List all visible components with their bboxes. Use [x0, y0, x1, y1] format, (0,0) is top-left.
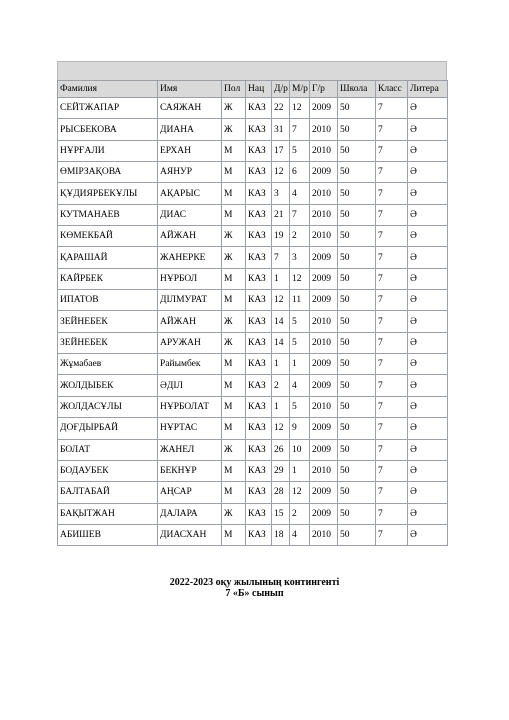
table-row — [58, 418, 448, 439]
table-cell: 50 — [338, 162, 376, 183]
table-cell: БОЛАТ — [58, 439, 158, 460]
table-cell: М — [222, 140, 246, 161]
table-cell: 2009 — [310, 268, 338, 289]
table-cell: М — [222, 482, 246, 503]
table-cell: АЙЖАН — [158, 226, 222, 247]
caption-class: 7 «Б» сынып — [225, 588, 284, 599]
table-cell: АБИШЕВ — [58, 524, 158, 545]
table-cell: 15 — [272, 503, 290, 524]
table-cell: КАЗ — [246, 332, 272, 353]
table-row — [58, 119, 448, 140]
table-cell: 7 — [376, 354, 408, 375]
table-cell: 7 — [376, 226, 408, 247]
table-cell: КАЗ — [246, 247, 272, 268]
table-cell: М — [222, 183, 246, 204]
table-cell: М — [222, 290, 246, 311]
table-cell: 5 — [290, 311, 310, 332]
table-cell: 2009 — [310, 98, 338, 119]
table-cell: 5 — [290, 140, 310, 161]
table-cell: 1 — [290, 354, 310, 375]
table-cell: М — [222, 354, 246, 375]
table-cell: 2 — [290, 226, 310, 247]
table-cell: Райымбек — [158, 354, 222, 375]
table-cell: 6 — [290, 162, 310, 183]
table-cell: 2009 — [310, 418, 338, 439]
table-cell: 10 — [290, 439, 310, 460]
table-cell: 9 — [290, 418, 310, 439]
table-cell: 2010 — [310, 183, 338, 204]
table-cell: ДИАСХАН — [158, 524, 222, 545]
table-cell: 7 — [376, 183, 408, 204]
table-cell: КАЗ — [246, 396, 272, 417]
table-cell: 31 — [272, 119, 290, 140]
table-cell: КУТМАНАЕВ — [58, 204, 158, 225]
table-cell: Ж — [222, 247, 246, 268]
table-cell: ЗЕЙНЕБЕК — [58, 332, 158, 353]
table-cell: 50 — [338, 375, 376, 396]
table-cell: 3 — [290, 247, 310, 268]
table-cell: Ә — [408, 460, 448, 481]
table-row — [58, 204, 448, 225]
column-header: Школа — [338, 81, 376, 98]
table-cell: 5 — [290, 396, 310, 417]
table-cell: Ә — [408, 375, 448, 396]
table-cell: 1 — [272, 268, 290, 289]
table-row — [58, 183, 448, 204]
table-cell: КАЗ — [246, 503, 272, 524]
document-caption — [0, 577, 509, 599]
column-header: Фамилия — [58, 81, 158, 98]
table-top-bar — [57, 61, 447, 80]
table-cell: М — [222, 524, 246, 545]
table-cell: 50 — [338, 503, 376, 524]
table-cell: 26 — [272, 439, 290, 460]
table-row — [58, 247, 448, 268]
table-cell: Ж — [222, 98, 246, 119]
table-cell: 1 — [272, 354, 290, 375]
table-cell: 7 — [376, 140, 408, 161]
table-row — [58, 482, 448, 503]
table-cell: 7 — [376, 418, 408, 439]
table-cell: 7 — [290, 119, 310, 140]
table-cell: 50 — [338, 460, 376, 481]
table-cell: 7 — [376, 311, 408, 332]
table-cell: Ә — [408, 524, 448, 545]
table-row — [58, 332, 448, 353]
table-cell: 22 — [272, 98, 290, 119]
table-cell: КӨМЕКБАЙ — [58, 226, 158, 247]
table-cell: 14 — [272, 311, 290, 332]
table-cell: М — [222, 268, 246, 289]
table-cell: 7 — [376, 396, 408, 417]
student-contingent-table — [57, 80, 448, 546]
table-cell: АЯНУР — [158, 162, 222, 183]
table-cell: 2009 — [310, 375, 338, 396]
table-cell: 5 — [290, 332, 310, 353]
table-row — [58, 375, 448, 396]
table-cell: 19 — [272, 226, 290, 247]
table-cell: 2010 — [310, 524, 338, 545]
table-cell: ӘДІЛ — [158, 375, 222, 396]
table-row — [58, 98, 448, 119]
table-cell: КАЗ — [246, 162, 272, 183]
table-cell: 50 — [338, 119, 376, 140]
table-cell: М — [222, 375, 246, 396]
table-cell: КАЗ — [246, 439, 272, 460]
table-cell: Ә — [408, 396, 448, 417]
table-cell: КАЗ — [246, 524, 272, 545]
table-cell: 21 — [272, 204, 290, 225]
table-cell: 2010 — [310, 119, 338, 140]
table-cell: Ә — [408, 268, 448, 289]
table-cell: КАЙРБЕК — [58, 268, 158, 289]
table-cell: ЕРХАН — [158, 140, 222, 161]
table-cell: Ж — [222, 311, 246, 332]
table-cell: 1 — [272, 396, 290, 417]
table-row — [58, 140, 448, 161]
table-cell: Ә — [408, 503, 448, 524]
table-cell: ӨМІРЗАҚОВА — [58, 162, 158, 183]
table-cell: Ә — [408, 332, 448, 353]
table-cell: М — [222, 162, 246, 183]
table-cell: 50 — [338, 247, 376, 268]
table-cell: 12 — [290, 98, 310, 119]
table-cell: 2009 — [310, 247, 338, 268]
table-cell: 7 — [376, 98, 408, 119]
table-header-row — [58, 81, 448, 98]
column-header: Д/р — [272, 81, 290, 98]
table-cell: КАЗ — [246, 354, 272, 375]
table-cell: 50 — [338, 204, 376, 225]
table-cell: 50 — [338, 396, 376, 417]
table-cell: 7 — [376, 268, 408, 289]
table-cell: 2009 — [310, 162, 338, 183]
table-cell: 50 — [338, 140, 376, 161]
table-cell: САЯЖАН — [158, 98, 222, 119]
table-cell: Ә — [408, 140, 448, 161]
table-cell: 50 — [338, 332, 376, 353]
table-cell: 50 — [338, 98, 376, 119]
student-table-container — [57, 61, 447, 546]
table-cell: Ә — [408, 354, 448, 375]
table-row — [58, 290, 448, 311]
table-cell: КАЗ — [246, 290, 272, 311]
table-cell: 29 — [272, 460, 290, 481]
table-cell: КАЗ — [246, 98, 272, 119]
table-cell: М — [222, 460, 246, 481]
table-cell: 50 — [338, 311, 376, 332]
table-cell: КАЗ — [246, 140, 272, 161]
table-cell: БАҚЫТЖАН — [58, 503, 158, 524]
table-cell: Ж — [222, 503, 246, 524]
table-cell: Ә — [408, 162, 448, 183]
table-cell: КАЗ — [246, 204, 272, 225]
table-cell: Ә — [408, 482, 448, 503]
table-cell: АҚАРЫС — [158, 183, 222, 204]
table-cell: 7 — [376, 290, 408, 311]
table-cell: 50 — [338, 290, 376, 311]
column-header: Класс — [376, 81, 408, 98]
table-cell: ДІЛМУРАТ — [158, 290, 222, 311]
table-cell: РЫСБЕКОВА — [58, 119, 158, 140]
table-cell: 2009 — [310, 290, 338, 311]
table-cell: 4 — [290, 183, 310, 204]
table-cell: Ж — [222, 439, 246, 460]
table-cell: Ә — [408, 247, 448, 268]
table-row — [58, 226, 448, 247]
table-cell: 50 — [338, 439, 376, 460]
table-cell: Ә — [408, 204, 448, 225]
column-header: М/р — [290, 81, 310, 98]
table-row — [58, 354, 448, 375]
table-cell: 7 — [376, 439, 408, 460]
table-cell: БОДАУБЕК — [58, 460, 158, 481]
table-cell: 2010 — [310, 396, 338, 417]
table-cell: 50 — [338, 183, 376, 204]
table-cell: АҢСАР — [158, 482, 222, 503]
table-cell: М — [222, 396, 246, 417]
table-cell: 17 — [272, 140, 290, 161]
table-cell: ЖОЛДАСҰЛЫ — [58, 396, 158, 417]
table-row — [58, 311, 448, 332]
table-cell: ДАЛАРА — [158, 503, 222, 524]
table-row — [58, 396, 448, 417]
table-cell: Ә — [408, 183, 448, 204]
table-cell: ЗЕЙНЕБЕК — [58, 311, 158, 332]
table-cell: ҚҰДИЯРБЕКҰЛЫ — [58, 183, 158, 204]
table-cell: НҰРБОЛАТ — [158, 396, 222, 417]
table-cell: ҚАРАШАЙ — [58, 247, 158, 268]
table-row — [58, 162, 448, 183]
table-cell: ЖАНЕЛ — [158, 439, 222, 460]
table-cell: 50 — [338, 418, 376, 439]
table-cell: ЖАНЕРКЕ — [158, 247, 222, 268]
table-cell: 50 — [338, 524, 376, 545]
table-cell: КАЗ — [246, 119, 272, 140]
table-cell: 2010 — [310, 332, 338, 353]
table-cell: КАЗ — [246, 226, 272, 247]
table-cell: СЕЙТЖАПАР — [58, 98, 158, 119]
table-cell: 7 — [376, 482, 408, 503]
table-cell: 7 — [376, 332, 408, 353]
table-cell: ДИАС — [158, 204, 222, 225]
table-cell: КАЗ — [246, 460, 272, 481]
table-cell: 7 — [376, 460, 408, 481]
table-cell: 28 — [272, 482, 290, 503]
table-cell: 7 — [272, 247, 290, 268]
table-cell: АЙЖАН — [158, 311, 222, 332]
column-header: Пол — [222, 81, 246, 98]
table-cell: 50 — [338, 226, 376, 247]
table-row — [58, 268, 448, 289]
table-cell: КАЗ — [246, 183, 272, 204]
table-cell: 2010 — [310, 311, 338, 332]
table-cell: ЖОЛДЫБЕК — [58, 375, 158, 396]
table-cell: Ә — [408, 311, 448, 332]
table-cell: Ә — [408, 226, 448, 247]
table-cell: Ә — [408, 98, 448, 119]
column-header: Имя — [158, 81, 222, 98]
table-cell: Жұмабаев — [58, 354, 158, 375]
table-cell: НҰРҒАЛИ — [58, 140, 158, 161]
table-cell: 2009 — [310, 503, 338, 524]
table-cell: Ж — [222, 226, 246, 247]
table-cell: 2010 — [310, 140, 338, 161]
table-body — [58, 98, 448, 546]
table-cell: КАЗ — [246, 482, 272, 503]
table-cell: НҰРТАС — [158, 418, 222, 439]
table-cell: АРУЖАН — [158, 332, 222, 353]
table-cell: Ә — [408, 119, 448, 140]
table-cell: 1 — [290, 460, 310, 481]
table-cell: НҰРБОЛ — [158, 268, 222, 289]
table-cell: 7 — [376, 524, 408, 545]
table-cell: 7 — [376, 503, 408, 524]
table-cell: ИПАТОВ — [58, 290, 158, 311]
table-cell: КАЗ — [246, 418, 272, 439]
table-cell: 7 — [376, 204, 408, 225]
table-cell: КАЗ — [246, 375, 272, 396]
table-cell: 12 — [272, 418, 290, 439]
column-header: Нац — [246, 81, 272, 98]
table-cell: 3 — [272, 183, 290, 204]
column-header: Литера — [408, 81, 448, 98]
table-cell: 12 — [272, 162, 290, 183]
table-cell: 12 — [272, 290, 290, 311]
table-row — [58, 503, 448, 524]
table-cell: Ж — [222, 119, 246, 140]
table-cell: КАЗ — [246, 268, 272, 289]
table-cell: Ә — [408, 439, 448, 460]
table-cell: 4 — [290, 524, 310, 545]
table-cell: Ә — [408, 418, 448, 439]
table-cell: 14 — [272, 332, 290, 353]
table-cell: 12 — [290, 482, 310, 503]
table-cell: 2009 — [310, 439, 338, 460]
table-cell: 2009 — [310, 354, 338, 375]
table-cell: 50 — [338, 482, 376, 503]
table-cell: 7 — [290, 204, 310, 225]
table-cell: М — [222, 204, 246, 225]
table-cell: 12 — [290, 268, 310, 289]
table-cell: 50 — [338, 354, 376, 375]
caption-title: 2022-2023 оқу жылының контингенті — [169, 577, 340, 588]
table-cell: М — [222, 418, 246, 439]
table-row — [58, 524, 448, 545]
table-cell: 2010 — [310, 204, 338, 225]
table-cell: 2009 — [310, 482, 338, 503]
table-cell: ДИАНА — [158, 119, 222, 140]
table-cell: 7 — [376, 162, 408, 183]
table-cell: КАЗ — [246, 311, 272, 332]
table-cell: 7 — [376, 375, 408, 396]
table-cell: ДОҒДЫРБАЙ — [58, 418, 158, 439]
table-cell: 50 — [338, 268, 376, 289]
table-cell: Ж — [222, 332, 246, 353]
table-cell: БАЛТАБАЙ — [58, 482, 158, 503]
table-cell: 7 — [376, 119, 408, 140]
table-cell: 2010 — [310, 226, 338, 247]
table-cell: 11 — [290, 290, 310, 311]
table-cell: 2 — [290, 503, 310, 524]
table-cell: Ә — [408, 290, 448, 311]
column-header: Г/р — [310, 81, 338, 98]
table-cell: 4 — [290, 375, 310, 396]
table-cell: 2010 — [310, 460, 338, 481]
table-row — [58, 439, 448, 460]
table-cell: 2 — [272, 375, 290, 396]
table-cell: 7 — [376, 247, 408, 268]
table-cell: БЕКНҰР — [158, 460, 222, 481]
table-cell: 18 — [272, 524, 290, 545]
table-row — [58, 460, 448, 481]
